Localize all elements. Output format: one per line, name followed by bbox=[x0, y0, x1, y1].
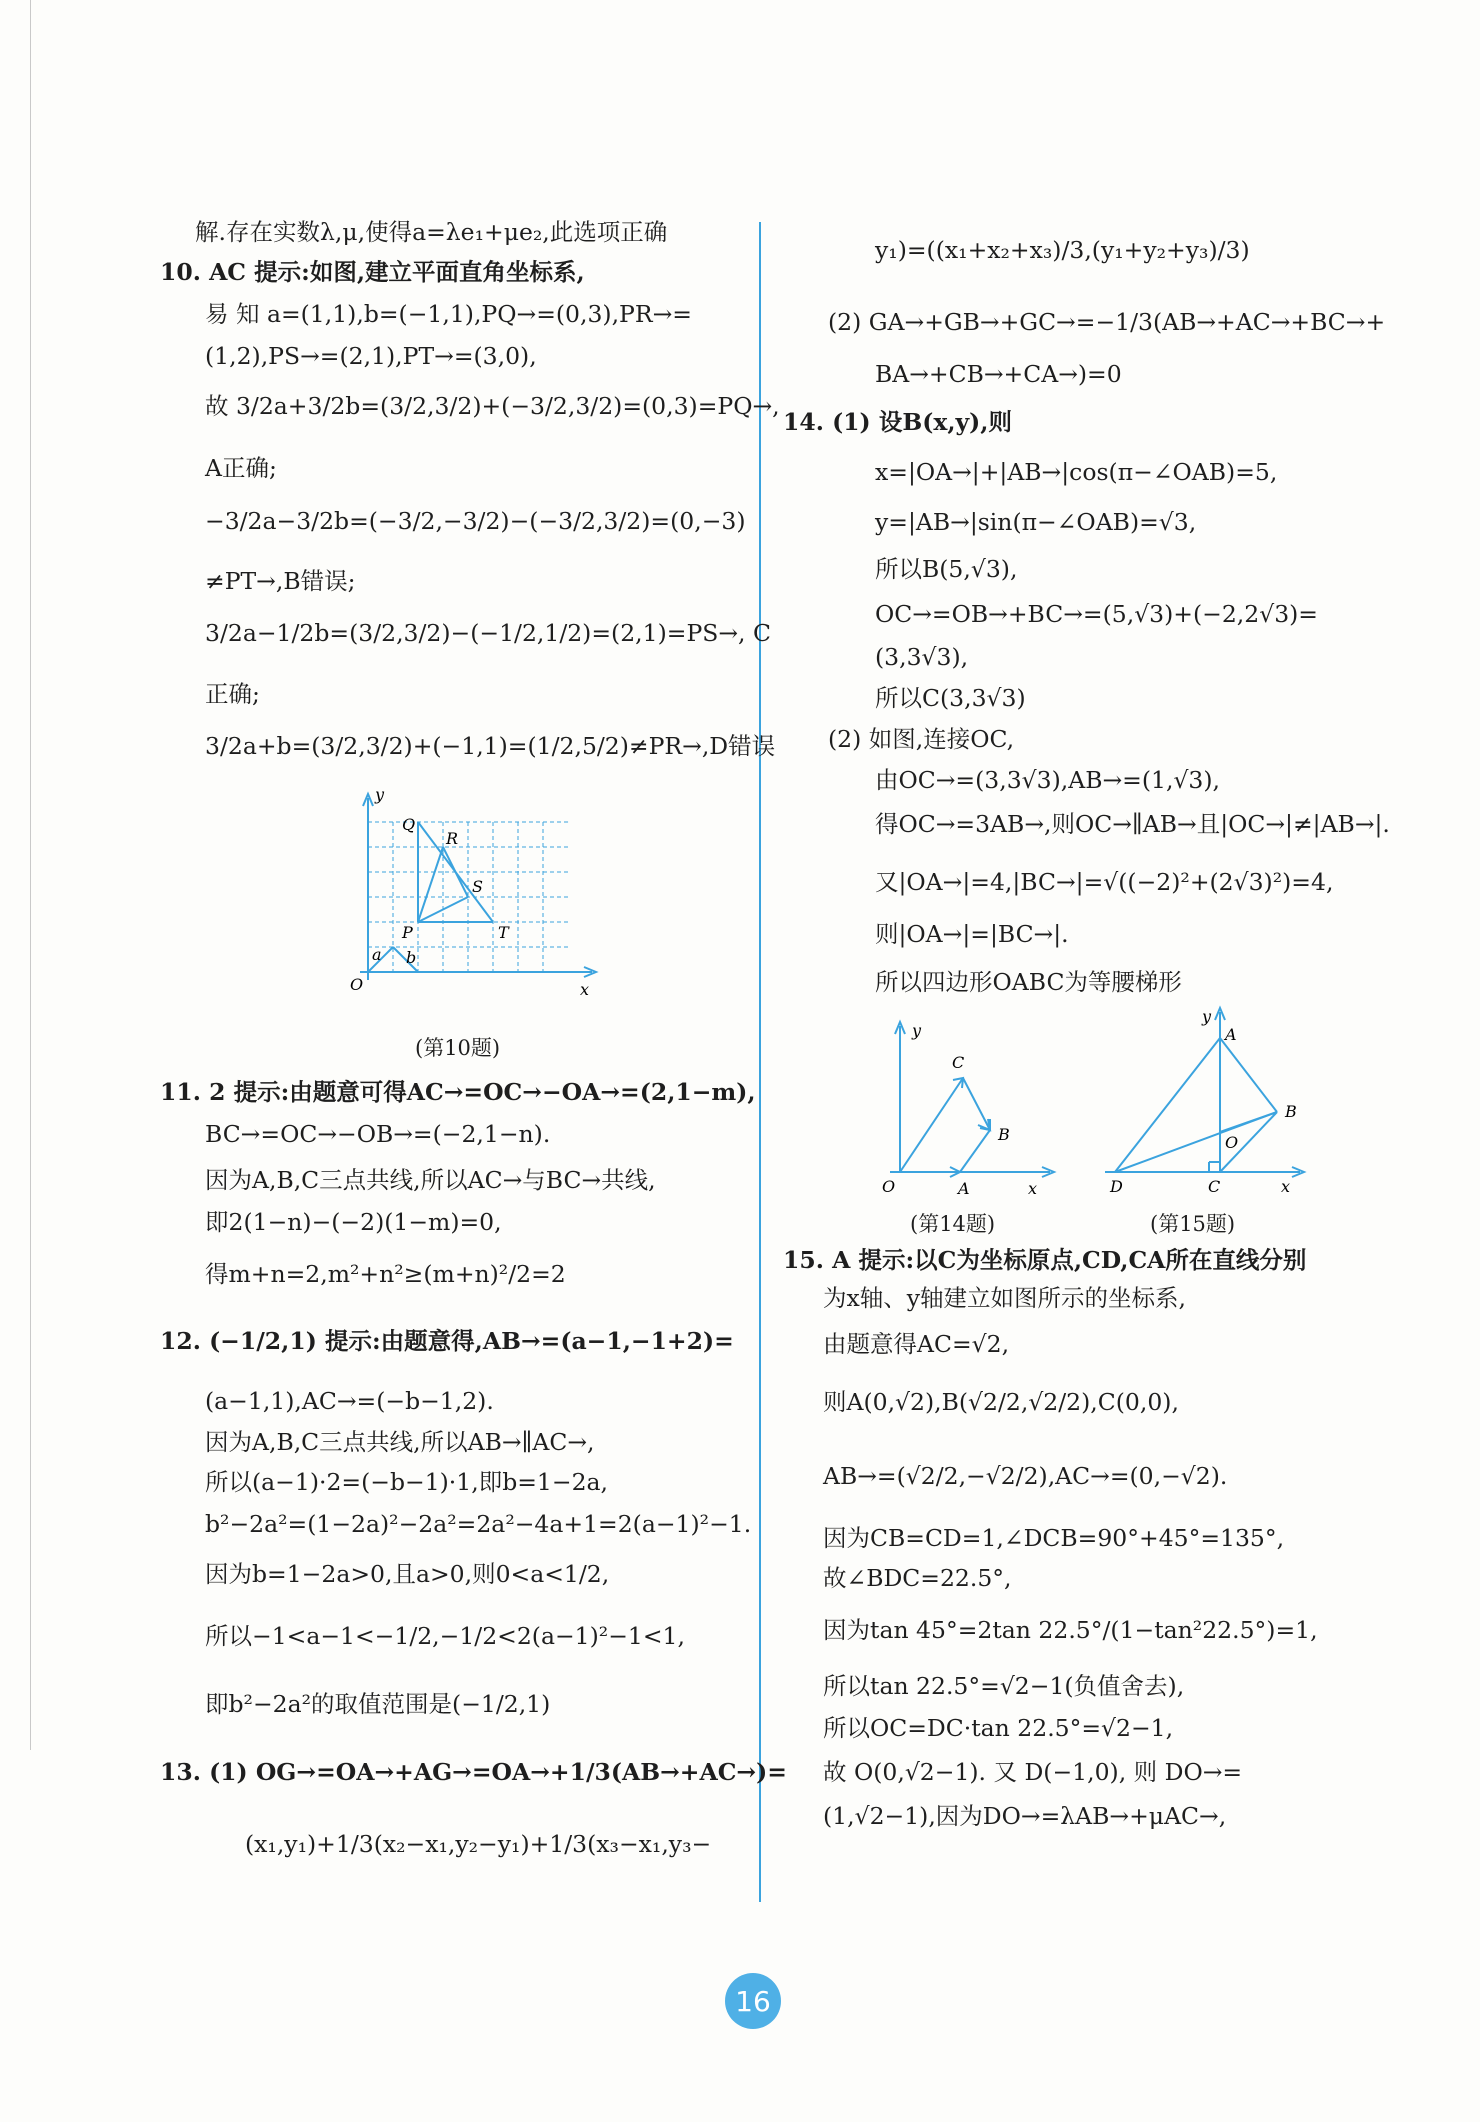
text-line: 为x轴、y轴建立如图所示的坐标系, bbox=[823, 1284, 1186, 1312]
fig10-b-label: b bbox=[406, 948, 417, 967]
text-line: 因为CB=CD=1,∠DCB=90°+45°=135°, bbox=[823, 1524, 1285, 1552]
fig14-o-label: O bbox=[882, 1177, 896, 1196]
text-line: (x₁,y₁)+1/3(x₂−x₁,y₂−y₁)+1/3(x₃−x₁,y₃− bbox=[245, 1830, 712, 1858]
fig14-b-label: B bbox=[998, 1125, 1010, 1144]
text-line: AB→=(√2/2,−√2/2),AC→=(0,−√2). bbox=[823, 1462, 1228, 1490]
fig15-c-label: C bbox=[1208, 1177, 1221, 1196]
text-line: −3/2a−3/2b=(−3/2,−3/2)−(−3/2,3/2)=(0,−3) bbox=[205, 507, 746, 535]
text-line: (1,√2−1),因为DO→=λAB→+μAC→, bbox=[823, 1802, 1227, 1830]
figure-14-caption: (第14题) bbox=[910, 1212, 996, 1236]
figure-14-diagram bbox=[870, 1012, 1070, 1202]
text-line: 所以四边形OABC为等腰梯形 bbox=[875, 968, 1182, 996]
figure-10-caption: (第10题) bbox=[415, 1036, 501, 1060]
text-line: (3,3√3), bbox=[875, 643, 969, 671]
answer-11-header: 11. 2 提示:由题意可得AC→=OC→−OA→=(2,1−m), bbox=[160, 1078, 756, 1106]
text-line: y=|AB→|sin(π−∠OAB)=√3, bbox=[875, 508, 1197, 536]
text-line: 所以−1<a−1<−1/2,−1/2<2(a−1)²−1<1, bbox=[205, 1622, 685, 1650]
answer-14-header: 14. (1) 设B(x,y),则 bbox=[783, 408, 1012, 436]
answer-15-header: 15. A 提示:以C为坐标原点,CD,CA所在直线分别 bbox=[783, 1246, 1307, 1274]
text-line: 即2(1−n)−(−2)(1−m)=0, bbox=[205, 1208, 502, 1236]
answer-10-header: 10. AC 提示:如图,建立平面直角坐标系, bbox=[160, 258, 585, 286]
text-line: A正确; bbox=[205, 454, 277, 482]
text-line: (2) GA→+GB→+GC→=−1/3(AB→+AC→+BC→+ bbox=[828, 308, 1386, 336]
text-line: 故 O(0,√2−1). 又 D(−1,0), 则 DO→= bbox=[823, 1758, 1243, 1786]
fig15-x-label: x bbox=[1281, 1177, 1291, 1196]
fig15-y-label: y bbox=[1202, 1007, 1212, 1026]
fig10-y-label: y bbox=[375, 785, 385, 804]
text-line: (2) 如图,连接OC, bbox=[828, 725, 1015, 753]
fig14-a-label: A bbox=[958, 1179, 970, 1198]
text-line: 所以tan 22.5°=√2−1(负值舍去), bbox=[823, 1672, 1185, 1700]
answer-12-header: 12. (−1/2,1) 提示:由题意得,AB→=(a−1,−1+2)= bbox=[160, 1327, 734, 1355]
page-number-badge: 16 bbox=[725, 1973, 781, 2029]
answer-13-header: 13. (1) OG→=OA→+AG→=OA→+1/3(AB→+AC→)= bbox=[160, 1758, 787, 1786]
text-line: 得m+n=2,m²+n²≥(m+n)²/2=2 bbox=[205, 1260, 566, 1288]
text-line: y₁)=((x₁+x₂+x₃)/3,(y₁+y₂+y₃)/3) bbox=[875, 236, 1250, 264]
text-line: BC→=OC→−OB→=(−2,1−n). bbox=[205, 1120, 551, 1148]
text-line: 因为tan 45°=2tan 22.5°/(1−tan²22.5°)=1, bbox=[823, 1616, 1318, 1644]
text-line: 3/2a+b=(3/2,3/2)+(−1,1)=(1/2,5/2)≠PR→,D错误 bbox=[205, 732, 776, 760]
text-line: 所以C(3,3√3) bbox=[875, 684, 1026, 712]
text-line: 得OC→=3AB→,则OC→∥AB→且|OC→|≠|AB→|. bbox=[875, 810, 1390, 838]
text-line: 易 知 a=(1,1),b=(−1,1),PQ→=(0,3),PR→= bbox=[205, 300, 692, 328]
fig14-y-label: y bbox=[912, 1021, 922, 1040]
text-line: 因为b=1−2a>0,且a>0,则0<a<1/2, bbox=[205, 1560, 610, 1588]
text-line: BA→+CB→+CA→)=0 bbox=[875, 360, 1122, 388]
text-line: 故∠BDC=22.5°, bbox=[823, 1564, 1012, 1592]
text-line: 3/2a−1/2b=(3/2,3/2)−(−1/2,1/2)=(2,1)=PS→, C bbox=[205, 619, 771, 647]
text-line: (1,2),PS→=(2,1),PT→=(3,0), bbox=[205, 342, 537, 370]
figure-10-grid bbox=[330, 780, 610, 1010]
text-line: 由题意得AC=√2, bbox=[823, 1330, 1010, 1358]
fig10-t-label: T bbox=[498, 923, 509, 942]
fig10-s-label: S bbox=[472, 877, 483, 896]
text-line: 解.存在实数λ,μ,使得a=λe₁+μe₂,此选项正确 bbox=[195, 218, 668, 246]
text-line: 即b²−2a²的取值范围是(−1/2,1) bbox=[205, 1690, 551, 1718]
text-line: 则|OA→|=|BC→|. bbox=[875, 920, 1069, 948]
text-line: (a−1,1),AC→=(−b−1,2). bbox=[205, 1387, 494, 1415]
text-line: 正确; bbox=[205, 680, 260, 708]
fig14-c-label: C bbox=[952, 1053, 965, 1072]
text-line: 则A(0,√2),B(√2/2,√2/2),C(0,0), bbox=[823, 1388, 1179, 1416]
fig10-p-label: P bbox=[402, 923, 413, 942]
text-line: 由OC→=(3,3√3),AB→=(1,√3), bbox=[875, 766, 1221, 794]
column-divider bbox=[759, 222, 761, 1902]
text-line: ≠PT→,B错误; bbox=[205, 567, 356, 595]
text-line: b²−2a²=(1−2a)²−2a²=2a²−4a+1=2(a−1)²−1. bbox=[205, 1510, 752, 1538]
text-line: 所以B(5,√3), bbox=[875, 555, 1018, 583]
fig15-o-label: O bbox=[1225, 1133, 1239, 1152]
text-line: x=|OA→|+|AB→|cos(π−∠OAB)=5, bbox=[875, 458, 1278, 486]
text-line: 故 3/2a+3/2b=(3/2,3/2)+(−3/2,3/2)=(0,3)=PQ→, bbox=[205, 392, 780, 420]
text-line: 因为A,B,C三点共线,所以AB→∥AC→, bbox=[205, 1428, 595, 1456]
fig15-b-label: B bbox=[1285, 1102, 1297, 1121]
fig15-a-label: A bbox=[1225, 1025, 1237, 1044]
fig14-x-label: x bbox=[1028, 1179, 1038, 1198]
fig10-a-label: a bbox=[372, 945, 382, 964]
text-line: OC→=OB→+BC→=(5,√3)+(−2,2√3)= bbox=[875, 600, 1319, 628]
fig10-q-label: Q bbox=[402, 815, 416, 834]
fig10-o-label: O bbox=[350, 975, 364, 994]
figure-15-caption: (第15题) bbox=[1150, 1212, 1236, 1236]
fig10-x-label: x bbox=[580, 980, 590, 999]
text-line: 又|OA→|=4,|BC→|=√((−2)²+(2√3)²)=4, bbox=[875, 868, 1334, 896]
text-line: 所以(a−1)·2=(−b−1)·1,即b=1−2a, bbox=[205, 1468, 609, 1496]
page-edge-rule bbox=[30, 0, 31, 1750]
figure-15-diagram bbox=[1105, 1000, 1315, 1200]
text-line: 因为A,B,C三点共线,所以AC→与BC→共线, bbox=[205, 1166, 656, 1194]
fig10-r-label: R bbox=[446, 829, 459, 848]
text-line: 所以OC=DC·tan 22.5°=√2−1, bbox=[823, 1714, 1174, 1742]
fig15-d-label: D bbox=[1110, 1177, 1123, 1196]
